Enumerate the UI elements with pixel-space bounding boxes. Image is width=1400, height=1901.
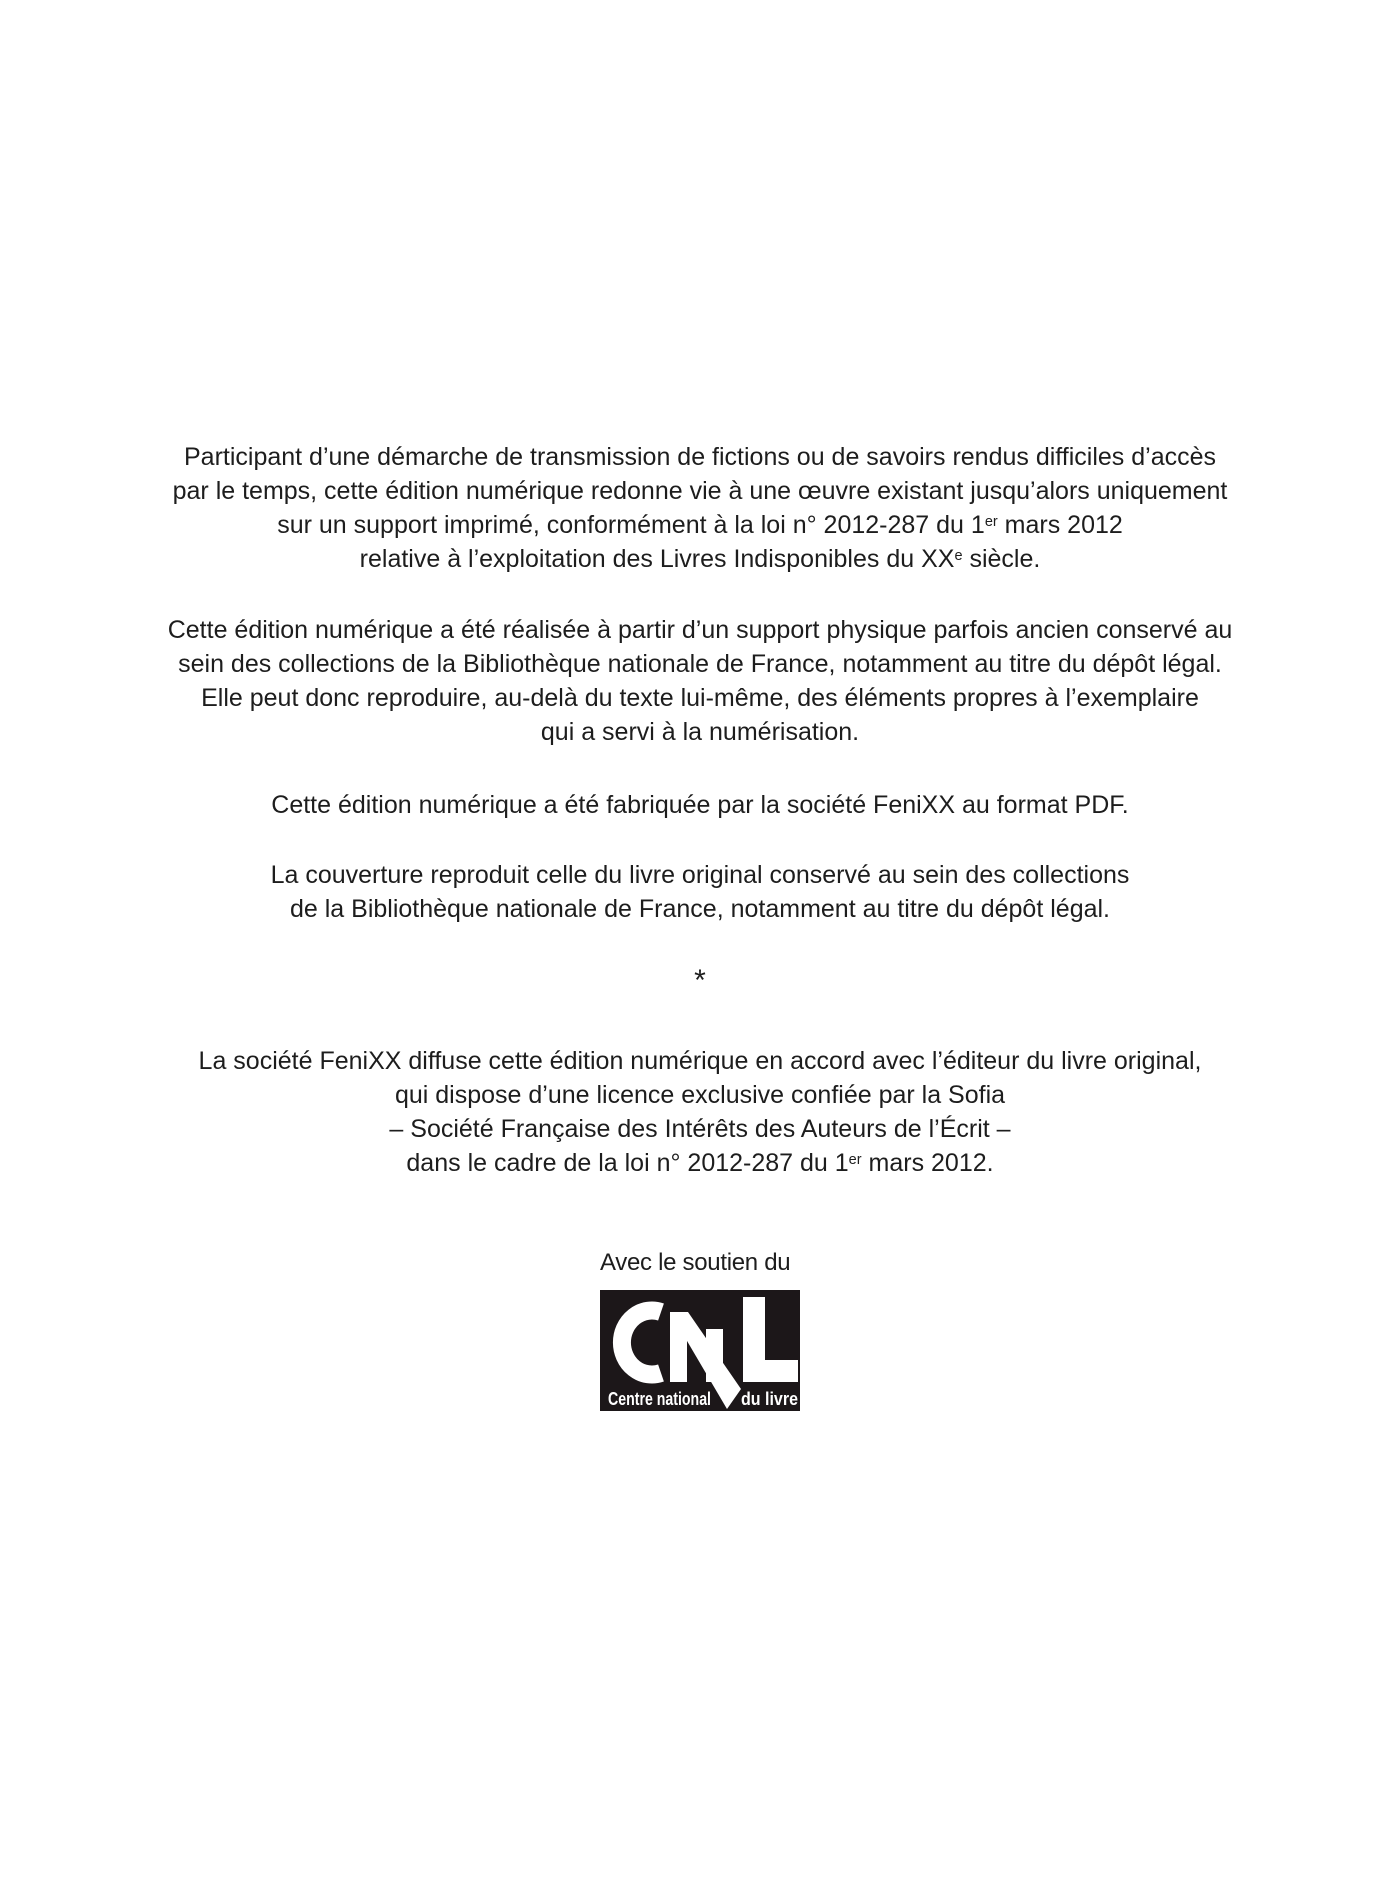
text-segment: La couverture reproduit celle du livre original conservé au sein des collections xyxy=(270,861,1130,889)
paragraph-separator xyxy=(50,964,1350,998)
superscript-text: er xyxy=(984,513,998,530)
text-line xyxy=(50,1112,1350,1146)
support-caption: Avec le soutien du xyxy=(600,1249,791,1276)
text-line xyxy=(50,964,1350,998)
text-line xyxy=(50,715,1350,749)
text-segment: de la Bibliothèque nationale de France, notamment au titre du dépôt légal. xyxy=(290,895,1110,923)
cnl-caption-left: Centre national xyxy=(608,1389,711,1409)
support-section xyxy=(600,1248,800,1411)
text-segment: sur un support imprimé, conformément à la loi n° 2012-287 du 1 xyxy=(277,511,985,539)
superscript-text: e xyxy=(954,547,963,564)
text-line xyxy=(50,613,1350,647)
text-segment: par le temps, cette édition numérique redonne vie à une œuvre existant jusqu’alors uniquement xyxy=(172,477,1228,505)
text-line xyxy=(50,681,1350,715)
text-segment: Elle peut donc reproduire, au-delà du texte lui-même, des éléments propres à l’exemplaire xyxy=(201,684,1199,712)
text-line xyxy=(50,542,1350,576)
text-line xyxy=(50,1044,1350,1078)
text-segment: mars 2012 xyxy=(997,511,1123,539)
superscript-text: er xyxy=(848,1151,862,1168)
text-line xyxy=(50,788,1350,822)
paragraph-intro xyxy=(50,440,1350,576)
text-segment: relative à l’exploitation des Livres Indisponibles du XX xyxy=(359,545,955,573)
text-line xyxy=(50,1146,1350,1180)
cnl-logo-svg xyxy=(600,1290,800,1411)
text-segment: sein des collections de la Bibliothèque nationale de France, notamment au titre du dépôt légal. xyxy=(178,650,1222,678)
text-block xyxy=(50,0,1350,1180)
cnl-caption-right: du livre xyxy=(741,1389,798,1409)
text-segment: La société FeniXX diffuse cette édition numérique en accord avec l’éditeur du livre original, xyxy=(198,1047,1202,1075)
paragraph-diffusion xyxy=(50,1044,1350,1180)
text-line xyxy=(50,508,1350,542)
text-segment: dans le cadre de la loi n° 2012-287 du 1 xyxy=(406,1149,849,1177)
paragraph-source xyxy=(50,613,1350,749)
text-segment: siècle. xyxy=(962,545,1041,573)
cnl-logo xyxy=(600,1290,800,1411)
text-line xyxy=(50,892,1350,926)
text-segment: qui a servi à la numérisation. xyxy=(540,718,860,746)
text-line xyxy=(50,1078,1350,1112)
text-line xyxy=(50,858,1350,892)
text-segment: Cette édition numérique a été réalisée à partir d’un support physique parfois ancien conservé au xyxy=(167,616,1233,644)
text-line xyxy=(50,440,1350,474)
text-segment: Cette édition numérique a été fabriquée par la société FeniXX au format PDF. xyxy=(271,791,1129,819)
text-segment: – Société Française des Intérêts des Auteurs de l’Écrit – xyxy=(389,1115,1011,1143)
text-segment: qui dispose d’une licence exclusive confiée par la Sofia xyxy=(394,1081,1006,1109)
text-segment: Participant d’une démarche de transmission de fictions ou de savoirs rendus difficiles d’accès xyxy=(183,443,1217,471)
text-segment: mars 2012. xyxy=(861,1149,994,1177)
text-segment: * xyxy=(694,964,706,997)
text-line xyxy=(50,474,1350,508)
paragraph-cover xyxy=(50,858,1350,926)
text-line xyxy=(50,647,1350,681)
paragraph-fabrication xyxy=(50,788,1350,822)
